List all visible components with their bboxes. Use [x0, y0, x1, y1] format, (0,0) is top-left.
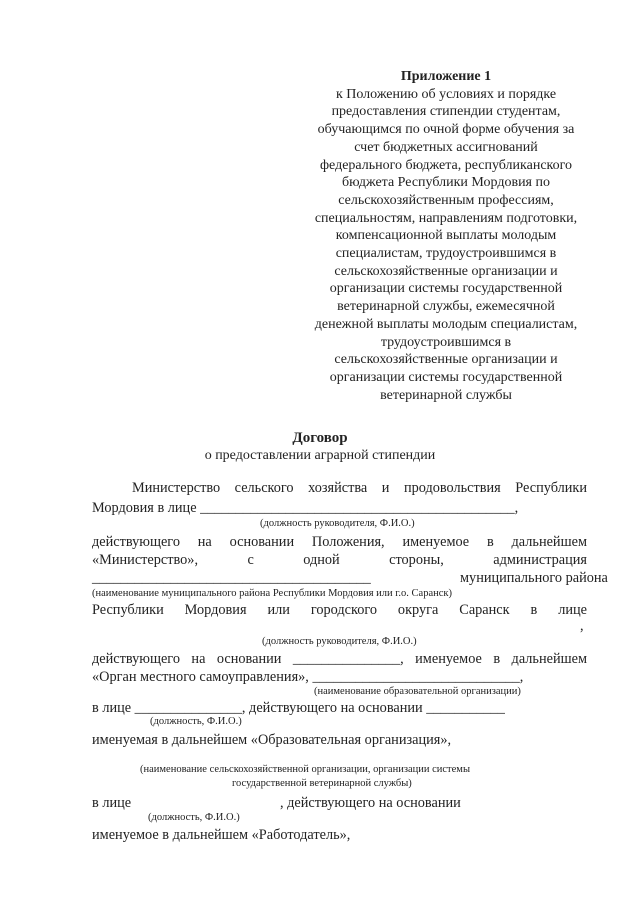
body-line: именуемая в дальнейшем «Образовательная организация», [92, 732, 452, 748]
annex-line: организации системы государственной [329, 369, 563, 385]
body-line: в лице _______________, действующего на основании ___________ [92, 700, 505, 716]
field-caption: государственной ветеринарной службы) [232, 778, 412, 789]
annex-line: обучающимся по очной форме обучения за [317, 122, 575, 138]
body-line: в лице [92, 795, 132, 811]
annex-line: специалистам, трудоустроившимся в [335, 246, 557, 262]
annex-block [300, 68, 592, 404]
body-line: Мордовия в лице ____________________________________________, [92, 500, 519, 516]
annex-line: денежной выплаты молодым специалистам, [314, 316, 578, 332]
field-caption: (должность, Ф.И.О.) [150, 716, 242, 727]
annex-line: специальностям, направлениям подготовки, [314, 210, 578, 226]
annex-line: бюджета Республики Мордовия по [341, 175, 550, 191]
blank-field: _______________________________________ [92, 570, 371, 586]
field-caption: (должность, Ф.И.О.) [148, 812, 240, 823]
annex-line: компенсационной выплаты молодым [335, 228, 557, 244]
annex-line: сельскохозяйственным профессиям, [338, 192, 554, 208]
body-line: «Орган местного самоуправления», _____________________________, [92, 669, 524, 685]
field-caption: (наименование сельскохозяйственной организации, организации системы [140, 764, 471, 775]
body-line: действующего на основании Положения, именуемое в дальнейшем [92, 534, 587, 550]
field-caption: (наименование муниципального района Республики Мордовия или г.о. Саранск) [92, 588, 452, 599]
annex-line: ветеринарной службы [380, 387, 512, 403]
annex-line: трудоустроившимся в [380, 334, 512, 350]
annex-line: счет бюджетных ассигнований [354, 139, 538, 155]
field-caption: (должность руководителя, Ф.И.О.) [262, 636, 417, 647]
annex-title: Приложение 1 [400, 69, 492, 84]
annex-line: ветеринарной службы, ежемесячной [337, 299, 555, 315]
contract-title: Договор [292, 430, 348, 446]
body-line: Министерство сельского хозяйства и продовольствия Республики [132, 480, 587, 496]
annex-line: сельскохозяйственные организации и [334, 263, 558, 279]
body-line: Республики Мордовия или городского округа Саранск в лице [92, 602, 587, 618]
annex-line: сельскохозяйственные организации и [334, 352, 558, 368]
body-line: именуемое в дальнейшем «Работодатель», [92, 827, 351, 843]
annex-line: к Положению об условиях и порядке [335, 86, 557, 102]
annex-line: федерального бюджета, республиканского [319, 157, 573, 173]
field-caption: (должность руководителя, Ф.И.О.) [260, 518, 415, 529]
body-line: , действующего на основании [280, 795, 461, 811]
field-caption: (наименование образовательной организации) [314, 686, 521, 697]
body-line: , [580, 618, 584, 634]
contract-subtitle: о предоставлении аграрной стипендии [204, 448, 436, 463]
annex-line: организации системы государственной [329, 281, 563, 297]
body-line: муниципального района [460, 570, 608, 586]
annex-line: предоставления стипендии студентам, [331, 104, 561, 120]
body-line: «Министерство», с одной стороны, администрация [92, 552, 587, 568]
body-line: действующего на основании _______________, именуемое в дальнейшем [92, 651, 587, 667]
